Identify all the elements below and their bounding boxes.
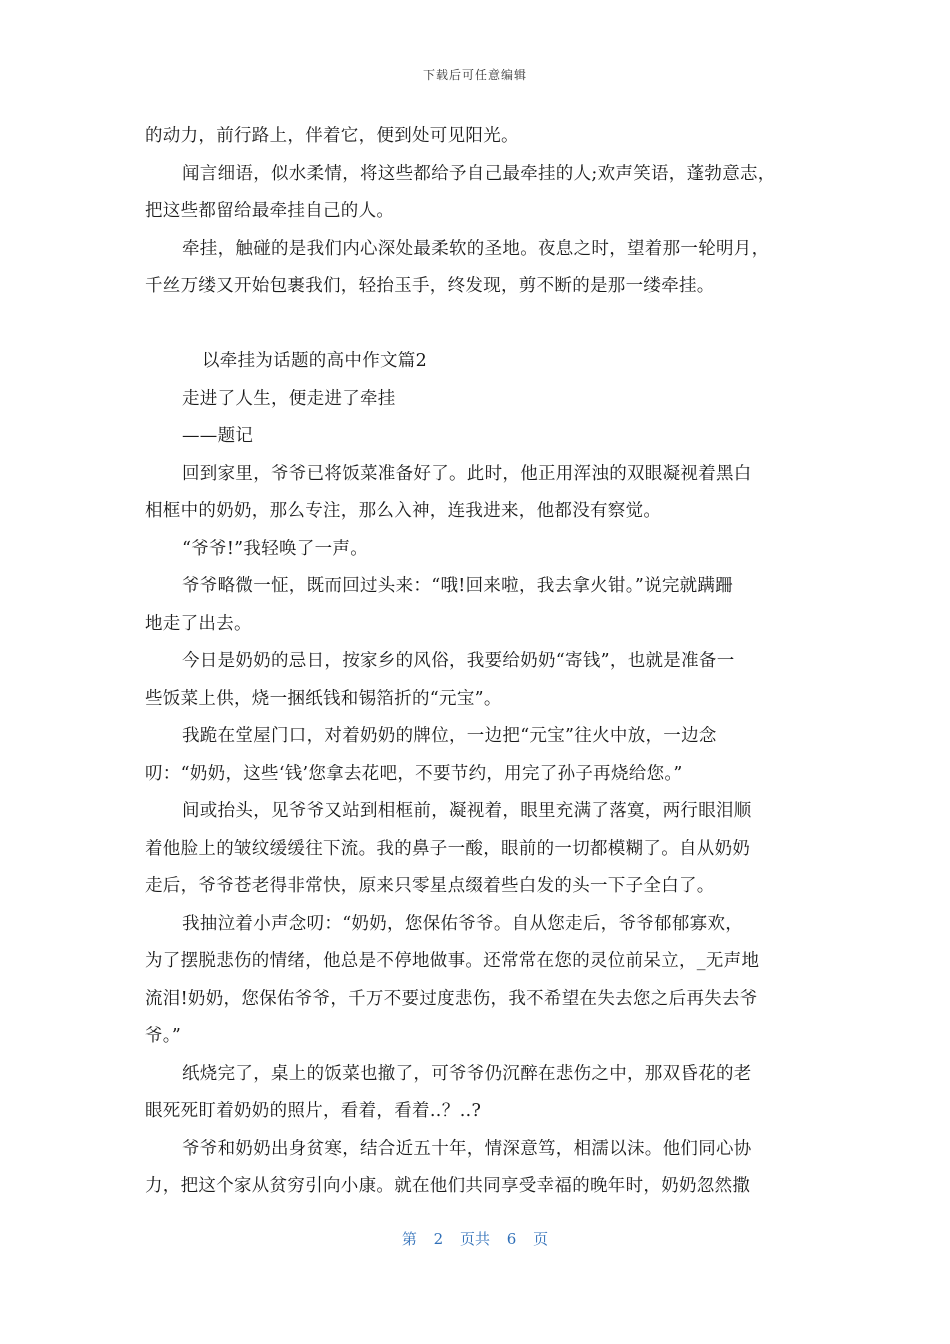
text-line: 爷。” xyxy=(145,1026,182,1046)
text-line: 爷爷和奶奶出身贫寒，结合近五十年，情深意笃，相濡以沫。他们同心协 xyxy=(182,1138,752,1159)
text-line: 今日是奶奶的忌日，按家乡的风俗，我要给奶奶“寄钱”，也就是准备一 xyxy=(182,651,735,671)
text-line: 地走了出去。 xyxy=(145,613,252,634)
text-line: 间或抬头，见爷爷又站到相框前，凝视着，眼里充满了落寞，两行眼泪顺 xyxy=(182,801,752,821)
text-line: 回到家里，爷爷已将饭菜准备好了。此时，他正用浑浊的双眼凝视着黑白 xyxy=(182,463,752,484)
text-line: 我跪在堂屋门口，对着奶奶的牌位，一边把“元宝”往火中放，一边念 xyxy=(182,726,717,746)
text-line: 我抽泣着小声念叨：“奶奶，您保佑爷爷。自从您走后，爷爷郁郁寡欢， xyxy=(182,913,744,934)
page-footer: 第 2 页共 6 页 xyxy=(401,1230,549,1248)
text-line: 相框中的奶奶，那么专注，那么入神，连我进来，他都没有察觉。 xyxy=(145,501,662,521)
text-line: 牵挂，触碰的是我们内心深处最柔软的圣地。夜息之时，望着那一轮明月， xyxy=(182,238,770,259)
text-line: ——题记 xyxy=(182,426,254,446)
text-line: 力，把这个家从贫穷引向小康。就在他们共同享受幸福的晚年时，奶奶忽然撒 xyxy=(145,1176,751,1196)
text-line: 闻言细语，似水柔情，将这些都给予自己最牵挂的人;欢声笑语，蓬勃意志， xyxy=(182,163,776,184)
text-line: 千丝万缕又开始包裹我们，轻抬玉手，终发现，剪不断的是那一缕牵挂。 xyxy=(145,276,715,296)
text-line: 些饭菜上供，烧一捆纸钱和锡箔折的“元宝”。 xyxy=(145,688,502,709)
paragraph-gap xyxy=(145,306,825,344)
text-line: 着他脸上的皱纹缓缓往下流。我的鼻子一酸，眼前的一切都模糊了。自从奶奶 xyxy=(145,838,751,859)
text-line: 爷爷略微一怔，既而回过头来：“哦!回来啦，我去拿火钳。”说完就蹒跚 xyxy=(182,576,734,596)
text-line: 眼死死盯着奶奶的照片，看着，看着‥？‥? xyxy=(145,1101,482,1121)
text-line: 为了摆脱悲伤的情绪，他总是不停地做事。还常常在您的灵位前呆立，_无声地 xyxy=(145,951,760,971)
document-body xyxy=(145,118,825,1206)
text-line: 纸烧完了，桌上的饭菜也撤了，可爷爷仍沉醉在悲伤之中，那双昏花的老 xyxy=(182,1063,752,1084)
text-line: 的动力，前行路上，伴着它，便到处可见阳光。 xyxy=(145,126,519,146)
text-line: “爷爷!”我轻唤了一声。 xyxy=(182,538,369,559)
page-header: 下载后可任意编辑 xyxy=(422,68,527,82)
section-title: 以牵挂为话题的高中作文篇2 xyxy=(202,351,428,371)
text-line: 把这些都留给最牵挂自己的人。 xyxy=(145,201,395,221)
text-line: 叨：“奶奶，这些‘钱’您拿去花吧，不要节约，用完了孙子再烧给您。” xyxy=(145,763,683,784)
text-line: 流泪!奶奶，您保佑爷爷，千万不要过度悲伤，我不希望在失去您之后再失去爷 xyxy=(145,988,758,1009)
text-line: 走进了人生，便走进了牵挂 xyxy=(182,388,396,409)
text-line: 走后，爷爷苍老得非常快，原来只零星点缀着些白发的头一下子全白了。 xyxy=(145,876,715,896)
